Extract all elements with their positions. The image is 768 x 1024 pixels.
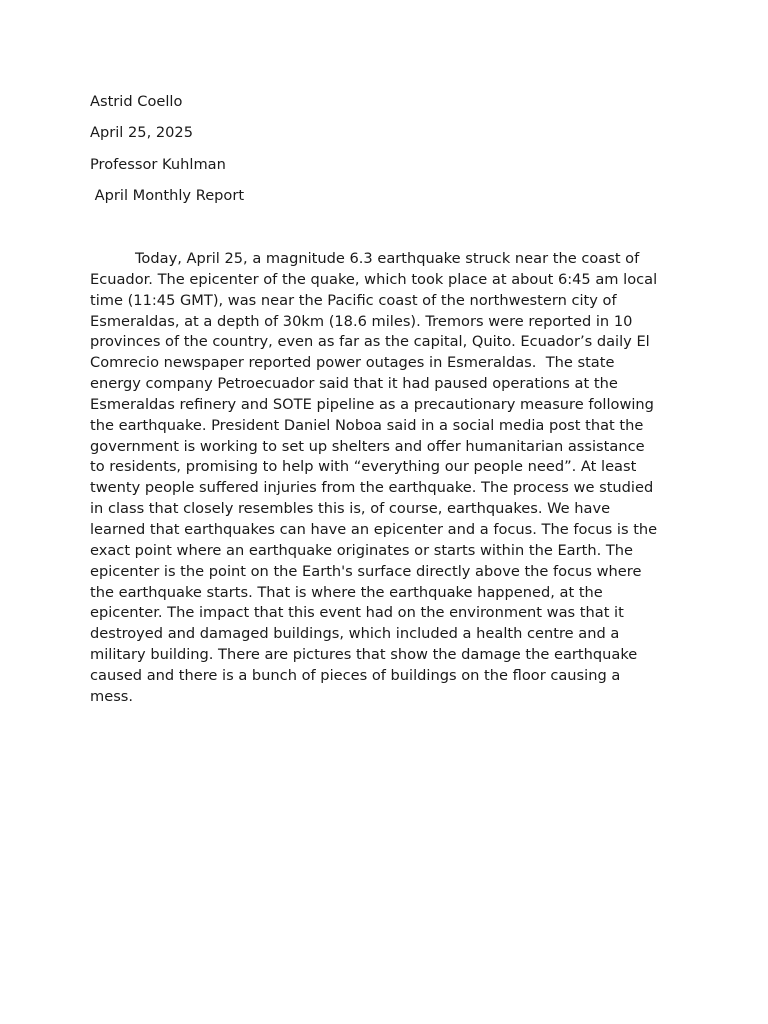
- body-line: the earthquake. President Daniel Noboa said in a social media post that the: [90, 416, 644, 434]
- body-line: the earthquake starts. That is where the earthquake happened, at the: [90, 583, 603, 601]
- author-name: Astrid Coello: [90, 93, 183, 110]
- body-line: in class that closely resembles this is, of course, earthquakes. We have: [90, 500, 611, 518]
- body-line: epicenter is the point on the Earth's surface directly above the focus where: [90, 562, 642, 580]
- body-line: learned that earthquakes can have an epicenter and a focus. The focus is the: [90, 520, 658, 538]
- body-line: energy company Petroecuador said that it had paused operations at the: [90, 375, 618, 393]
- body-line: Ecuador. The epicenter of the quake, which took place at about 6:45 am local: [90, 270, 658, 288]
- body-line: provinces of the country, even as far as the capital, Quito. Ecuador’s daily El: [90, 333, 650, 351]
- document-date: April 25, 2025: [90, 124, 193, 141]
- body-line: destroyed and damaged buildings, which included a health centre and a: [90, 625, 620, 643]
- body-line: Esmeraldas, at a depth of 30km (18.6 miles). Tremors were reported in 10: [90, 312, 633, 330]
- report-body: [90, 249, 686, 708]
- body-line: exact point where an earthquake originates or starts within the Earth. The: [90, 541, 634, 559]
- body-line: Comrecio newspaper reported power outages in Esmeraldas. The state: [90, 354, 615, 372]
- body-line: mess.: [90, 687, 134, 705]
- body-line: to residents, promising to help with “everything our people need”. At least: [90, 458, 637, 476]
- body-line: caused and there is a bunch of pieces of buildings on the floor causing a: [90, 666, 621, 684]
- body-line: Today, April 25, a magnitude 6.3 earthquake struck near the coast of: [135, 250, 640, 267]
- body-line: Esmeraldas refinery and SOTE pipeline as a precautionary measure following: [90, 395, 654, 413]
- body-line: government is working to set up shelters and offer humanitarian assistance: [90, 437, 645, 455]
- body-line: time (11:45 GMT), was near the Pacific coast of the northwestern city of: [90, 291, 617, 309]
- body-line: twenty people suffered injuries from the earthquake. The process we studied: [90, 479, 654, 497]
- body-line: epicenter. The impact that this event had on the environment was that it: [90, 604, 624, 622]
- body-line: military building. There are pictures that show the damage the earthquake: [90, 646, 638, 664]
- document-title: April Monthly Report: [90, 187, 245, 204]
- professor-name: Professor Kuhlman: [90, 156, 226, 173]
